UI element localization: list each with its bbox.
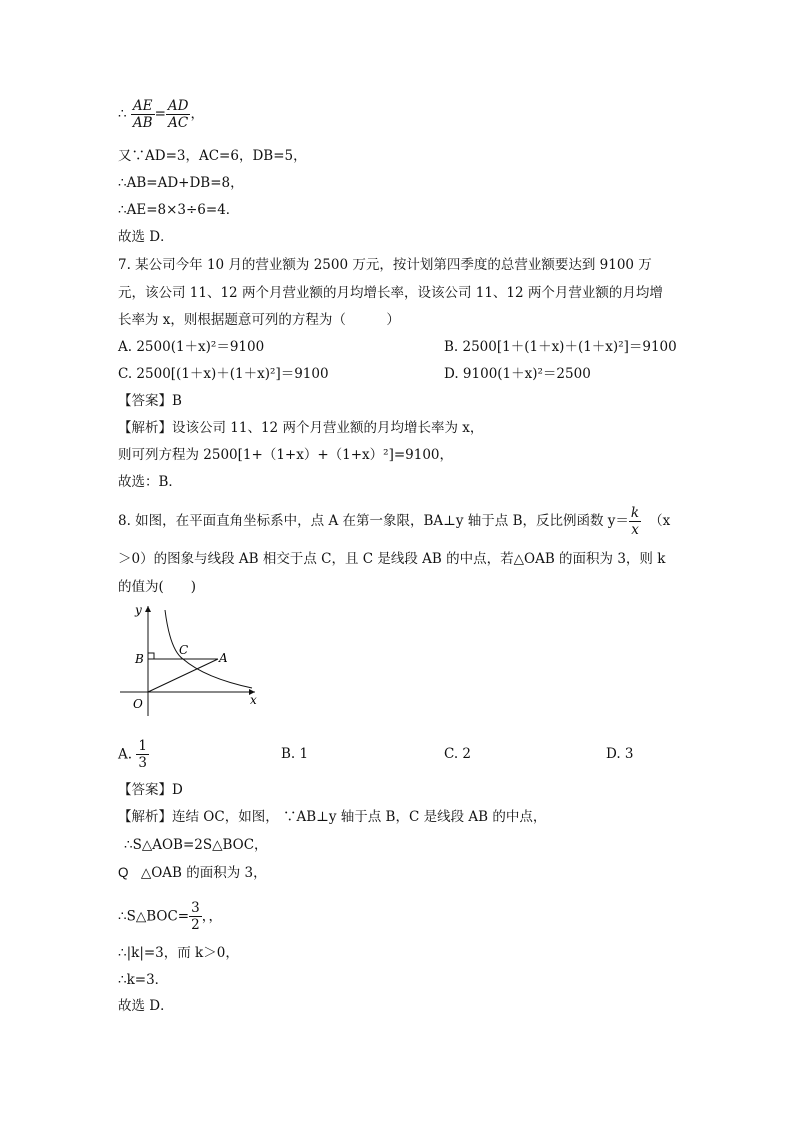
fraction-denominator: AB	[132, 115, 153, 131]
segment-oa	[148, 659, 218, 692]
q8-analysis-text: ∴S△BOC=	[118, 908, 190, 925]
q8-answer: 【答案】D	[118, 782, 183, 798]
q7-option-b: B. 2500[1＋(1＋x)＋(1＋x)²]＝9100	[444, 339, 677, 355]
q7-option-d: D. 9100(1＋x)²＝2500	[444, 366, 591, 382]
label-a: A	[219, 651, 228, 665]
fraction-numerator: k	[630, 505, 640, 521]
label-c: C	[179, 643, 189, 657]
q8-option-c: C. 2	[444, 746, 472, 762]
q7-stem-line-2: 元，该公司 11、12 两个月营业额的月均增长率，设该公司 11、12 两个月营业额的月均增	[118, 285, 663, 301]
fraction-denominator: x	[631, 522, 639, 538]
q7-analysis-line-1: 【解析】设该公司 11、12 两个月营业额的月均增长率为 x，	[118, 420, 484, 436]
q8-analysis-text: ，，	[201, 908, 222, 925]
label-x: x	[250, 693, 257, 707]
q7-stem-line-1: 7. 某公司今年 10 月的营业额为 2500 万元，按计划第四季度的总营业额要达到 9100 万	[118, 257, 652, 273]
q8-stem-line-3: 的值为( )	[118, 579, 197, 595]
fraction-denominator: 3	[138, 755, 147, 771]
right-angle-mark	[148, 653, 154, 659]
q8-analysis-line-3	[118, 863, 267, 883]
q7-option-c: C. 2500[(1＋x)＋(1＋x)²]＝9100	[118, 366, 329, 382]
fraction-three-halves	[189, 900, 202, 933]
q8-option-a	[118, 738, 149, 771]
q8-analysis-line-5: ∴|k|=3，而 k＞0，	[118, 945, 239, 961]
q-symbol: Q	[118, 865, 129, 880]
fraction-numerator: AE	[132, 98, 153, 114]
q8-analysis-text: △OAB 的面积为 3，	[140, 865, 267, 881]
label-o: O	[133, 697, 143, 711]
q7-option-a: A. 2500(1＋x)²＝9100	[118, 339, 265, 355]
q8-stem-text: 8. 如图，在平面直角坐标系中，点 A 在第一象限，BA⊥y 轴于点 B，反比例函数 y＝	[118, 513, 629, 529]
q7-analysis-line-3: 故选：B．	[118, 474, 182, 490]
q8-stem-line-2: ＞0）的图象与线段 AB 相交于点 C，且 C 是线段 AB 的中点，若△OAB 的面积为 3，则 k	[118, 551, 666, 567]
fraction-ae-ab	[131, 98, 155, 131]
fraction-ad-ac	[166, 98, 191, 131]
fraction-k-over-x	[629, 505, 641, 538]
ae-result-line: ∴AE=8×3÷6=4．	[118, 202, 240, 218]
fraction-numerator: AD	[167, 98, 189, 114]
equals-sign: =	[154, 106, 166, 122]
fraction-denominator: 2	[191, 917, 200, 933]
q7-stem-line-3: 长率为 x，则根据题意可列的方程为（ ）	[118, 312, 400, 328]
label-b: B	[135, 652, 144, 666]
q8-analysis-line-1: 【解析】连结 OC，如图， ∵AB⊥y 轴于点 B，C 是线段 AB 的中点，	[118, 809, 547, 825]
q8-option-d: D. 3	[606, 746, 634, 762]
q8-analysis-line-6: ∴k=3．	[118, 972, 169, 988]
q7-analysis-line-2: 则可列方程为 2500[1+（1+x）+（1+x）²]=9100，	[118, 447, 454, 463]
ab-sum-line: ∴AB=AD+DB=8，	[118, 175, 244, 191]
q8-figure	[115, 600, 265, 718]
q7-answer: 【答案】B	[118, 393, 182, 409]
fraction-one-third	[136, 738, 149, 771]
q8-option-b: B. 1	[281, 746, 309, 762]
fraction-numerator: 1	[138, 738, 147, 754]
y-axis-arrow	[145, 606, 151, 612]
fraction-numerator: 3	[191, 900, 200, 916]
fraction-denominator: AC	[168, 115, 189, 131]
q8-stem-line-1	[118, 505, 670, 538]
q8-analysis-line-7: 故选 D．	[118, 998, 174, 1014]
choice-d-line: 故选 D．	[118, 229, 174, 245]
ratio-line	[118, 98, 204, 131]
therefore-symbol: ∴	[118, 106, 127, 122]
label-y: y	[135, 603, 142, 617]
option-label: A.	[118, 746, 133, 763]
given-values-line: 又∵AD=3，AC=6，DB=5，	[118, 148, 307, 164]
q8-analysis-line-2: ∴S△AOB=2S△BOC，	[124, 837, 268, 853]
comma: ，	[190, 106, 204, 122]
q8-analysis-line-4	[118, 900, 222, 933]
q8-stem-text-tail: （x	[649, 513, 671, 529]
